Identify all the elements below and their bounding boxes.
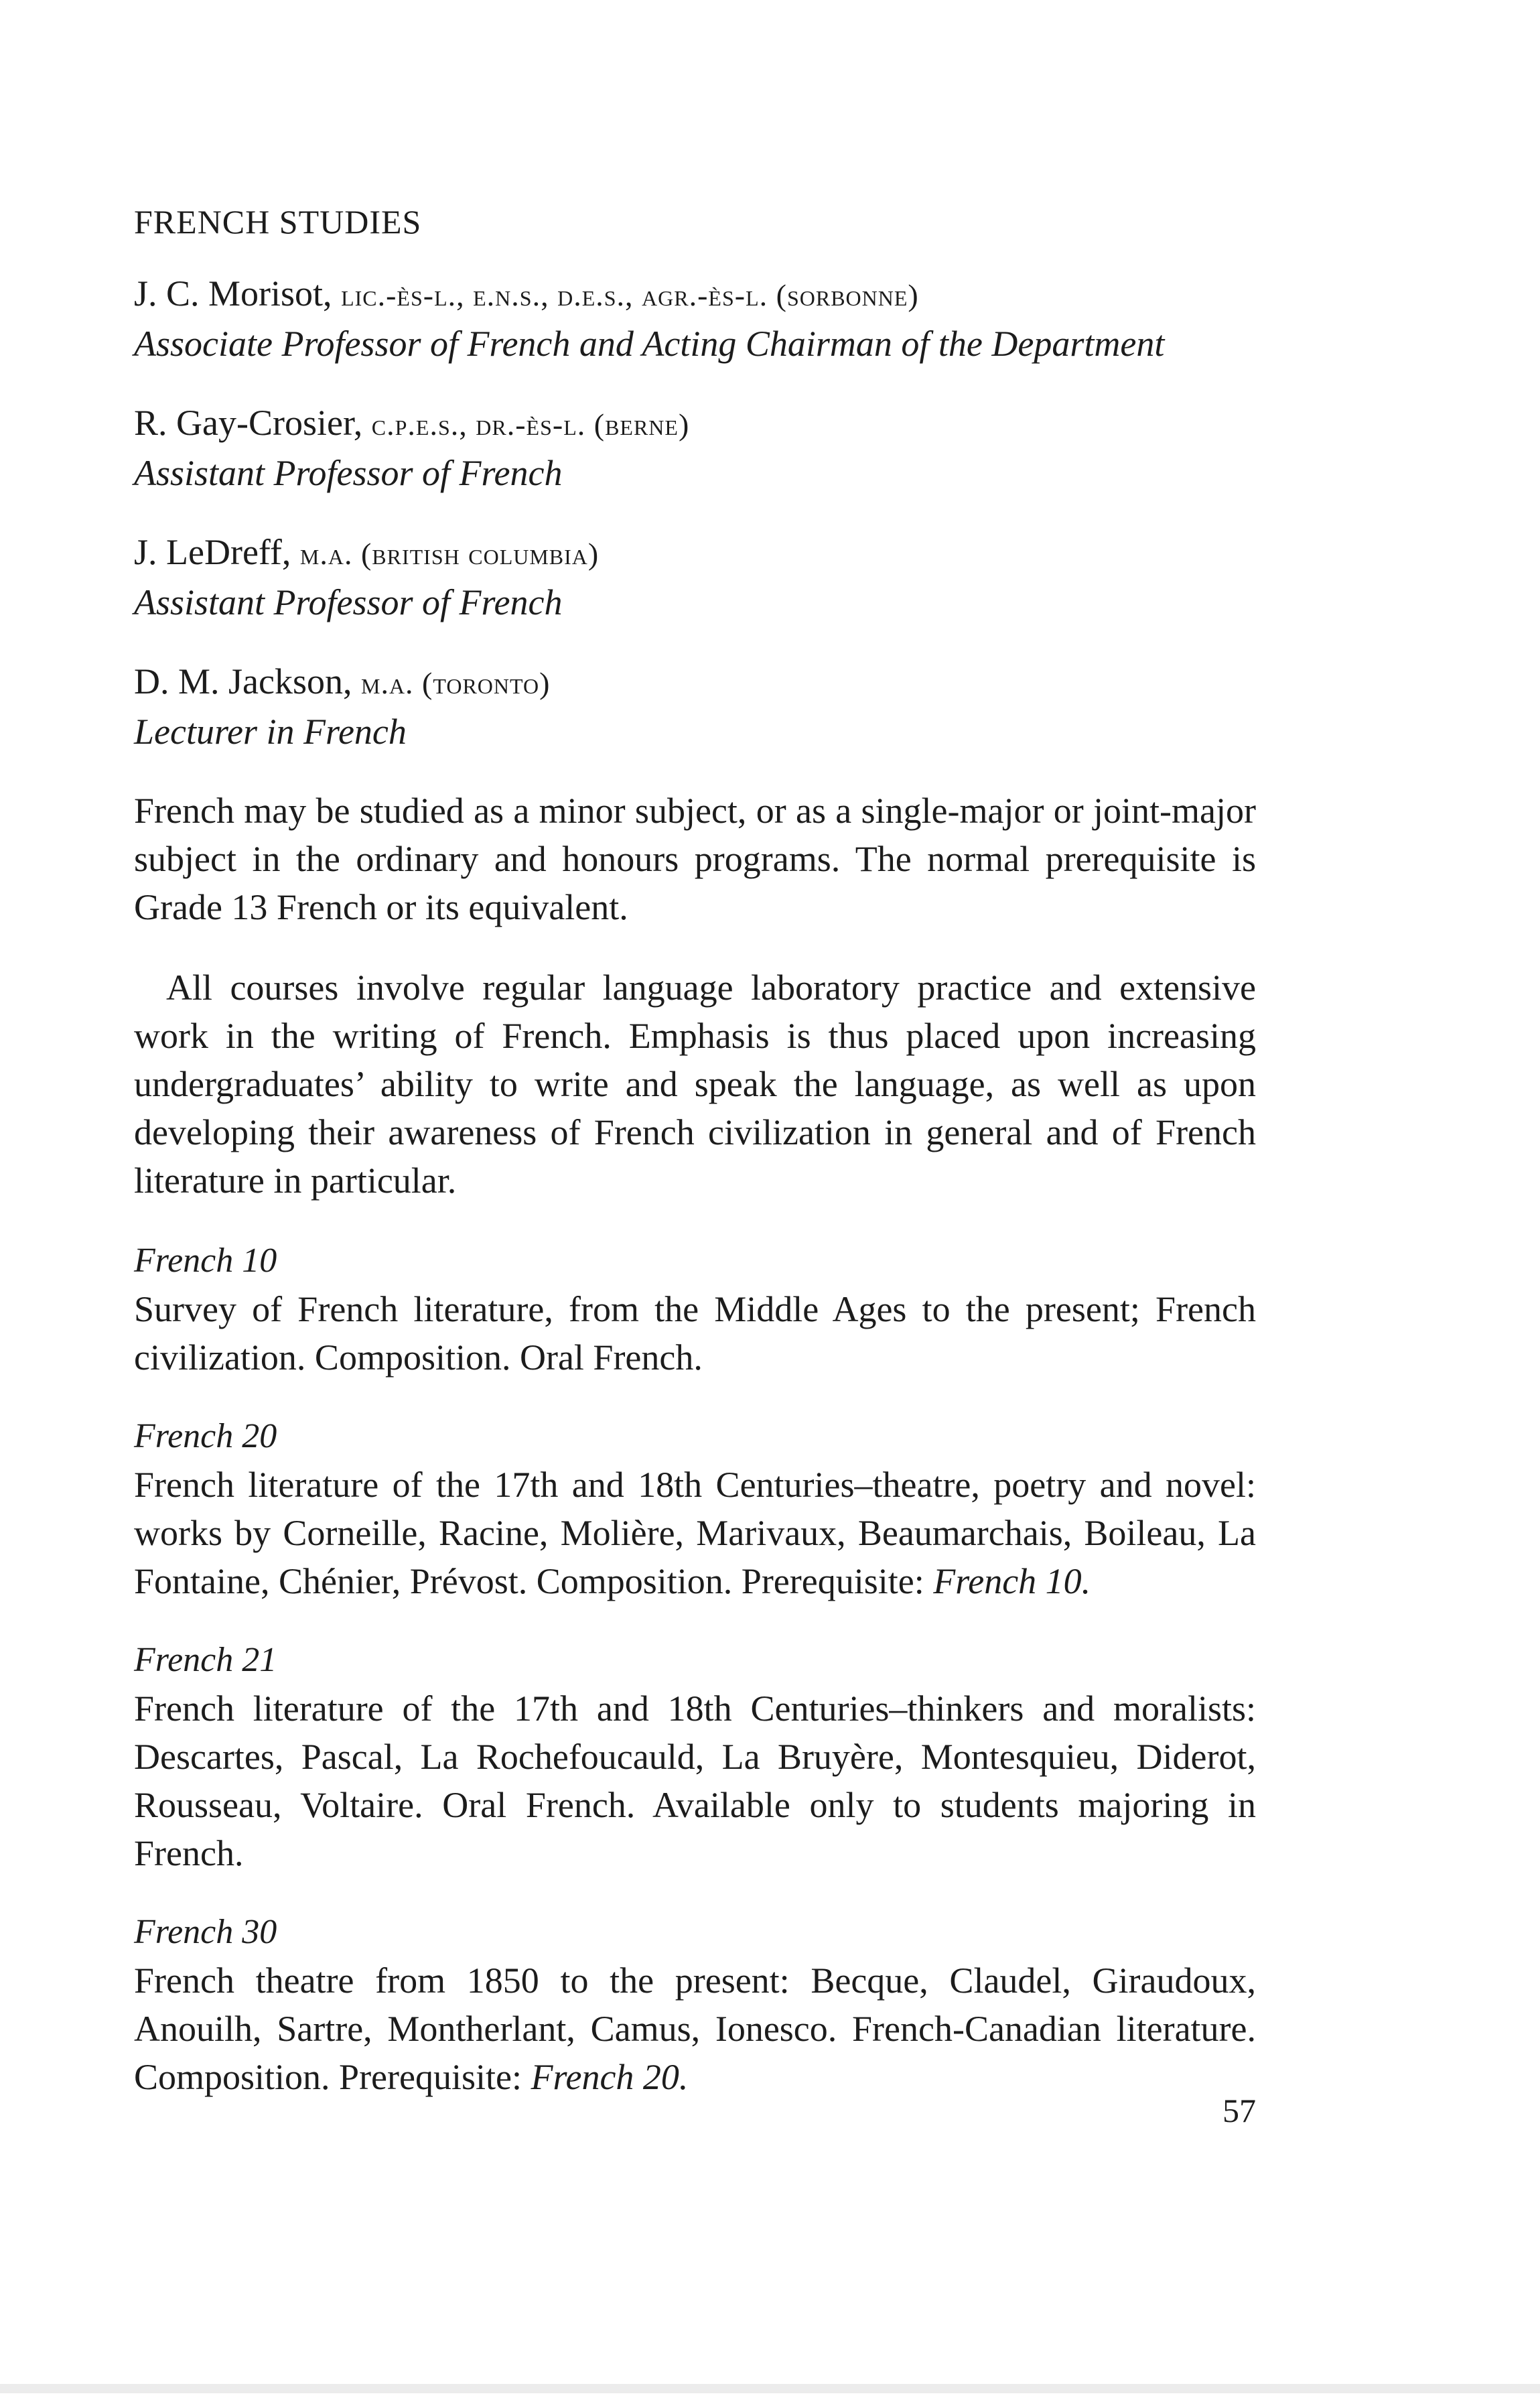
faculty-entry-jackson bbox=[134, 657, 1256, 756]
faculty-entry-morisot bbox=[134, 269, 1256, 368]
course-title: French 30 bbox=[134, 1913, 277, 1951]
course-description bbox=[134, 1285, 1256, 1382]
course-description-text: French literature of the 17th and 18th Centuries–thinkers and moralists: Descartes, Pascal, La Rochefoucauld, La Bruyère, Montesquieu, Diderot, Rousseau, Voltaire. Oral French. Available only to students majoring in French. bbox=[134, 1688, 1256, 1873]
faculty-credentials: lic.-ès-l., e.n.s., d.e.s., agr.-ès-l. (sorbonne) bbox=[341, 278, 919, 312]
faculty-title: Associate Professor of French and Acting Chairman of the Department bbox=[134, 324, 1165, 364]
faculty-name: J. LeDreff, bbox=[134, 532, 291, 572]
faculty-entry-gay-crosier bbox=[134, 399, 1256, 497]
faculty-title: Assistant Professor of French bbox=[134, 453, 563, 493]
course-description-text: French literature of the 17th and 18th Centuries–theatre, poetry and novel: works by Corneille, Racine, Molière, Marivaux, Beaumarchais, Boileau, La Fontaine, Chénier, Prévost. Composition. bbox=[134, 1465, 1256, 1601]
course-entry-french-10 bbox=[134, 1237, 1256, 1382]
faculty-title: Lecturer in French bbox=[134, 712, 407, 752]
faculty-credentials: c.p.e.s., dr.-ès-l. (berne) bbox=[371, 407, 690, 442]
faculty-name: J. C. Morisot, bbox=[134, 273, 332, 314]
prerequisite-value: French 10. bbox=[933, 1561, 1091, 1601]
course-title: French 10 bbox=[134, 1242, 277, 1280]
course-description bbox=[134, 1684, 1256, 1877]
page-bottom-edge bbox=[0, 2384, 1540, 2393]
course-description-text: Survey of French literature, from the Middle Ages to the present; French civilization. Composition. Oral French. bbox=[134, 1289, 1256, 1378]
course-title: French 20 bbox=[134, 1417, 277, 1455]
faculty-name-line bbox=[134, 657, 1256, 708]
course-title: French 21 bbox=[134, 1641, 277, 1679]
course-entry-french-21 bbox=[134, 1636, 1256, 1877]
prerequisite-label: Prerequisite: bbox=[741, 1561, 924, 1601]
intro-paragraph: All courses involve regular language laboratory practice and extensive work in the writing of French. Emphasis is thus placed upon increasing undergraduates’ ability to write and speak the language, as well as upon developing their awareness of French civilization in general and of French literature in particular. bbox=[134, 967, 1256, 1201]
section-heading: FRENCH STUDIES bbox=[134, 203, 422, 241]
course-description bbox=[134, 1461, 1256, 1605]
faculty-credentials: m.a. (toronto) bbox=[360, 666, 551, 700]
course-description bbox=[134, 1956, 1256, 2101]
prerequisite-label: Prerequisite: bbox=[339, 2057, 522, 2097]
faculty-credentials: m.a. (british columbia) bbox=[299, 537, 600, 571]
faculty-entry-ledreff bbox=[134, 528, 1256, 626]
intro-paragraph: French may be studied as a minor subject, or as a single-major or joint-major subject in the ordinary and honours programs. The normal prerequisite is Grade 13 French or its equivalent. bbox=[134, 791, 1256, 927]
faculty-name: D. M. Jackson, bbox=[134, 661, 352, 701]
faculty-name: R. Gay-Crosier, bbox=[134, 403, 363, 443]
prerequisite-value: French 20. bbox=[531, 2057, 689, 2097]
course-entry-french-20 bbox=[134, 1412, 1256, 1605]
faculty-title: Assistant Professor of French bbox=[134, 582, 563, 622]
faculty-name-line bbox=[134, 399, 1256, 449]
course-entry-french-30 bbox=[134, 1908, 1256, 2101]
faculty-name-line bbox=[134, 528, 1256, 578]
text-column bbox=[134, 201, 1256, 2132]
course-description-text: French theatre from 1850 to the present: Becque, Claudel, Giraudoux, Anouilh, Sartre, Montherlant, Camus, Ionesco. French-Canadian literature. Composition. bbox=[134, 1960, 1256, 2097]
page-number: 57 bbox=[1222, 2092, 1256, 2129]
faculty-name-line bbox=[134, 269, 1256, 320]
